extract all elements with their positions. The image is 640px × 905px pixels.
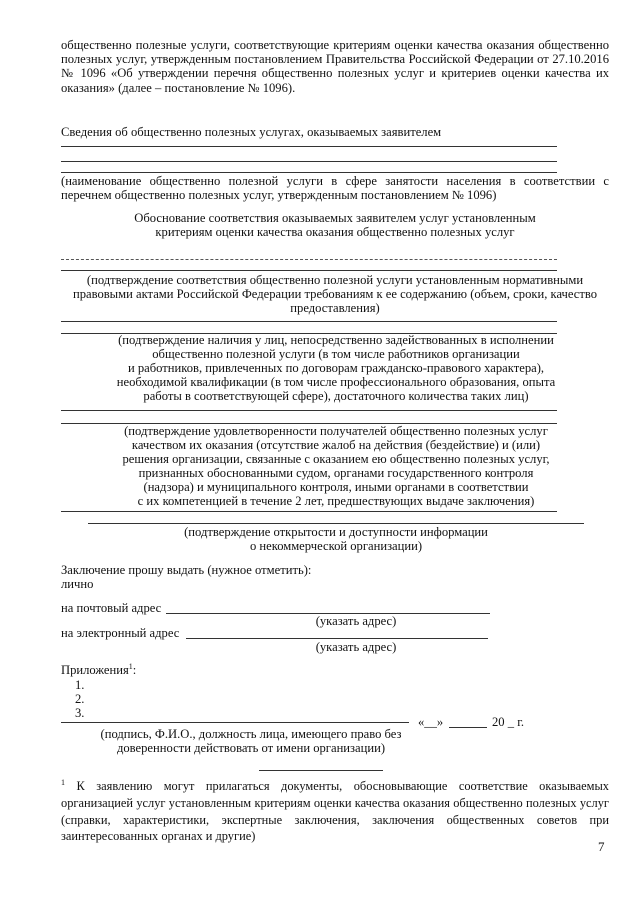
page-number: 7 xyxy=(598,839,605,854)
staff-caption-line1: (подтверждение наличия у лиц, непосредственно задействованных в исполнении xyxy=(118,333,554,347)
openness-caption-line1: (подтверждение открытости и доступности информации xyxy=(184,525,488,539)
attachment-item: 1. xyxy=(75,678,85,692)
fill-line xyxy=(61,321,557,322)
services-caption: (наименование общественно полезной услуги в сфере занятости населения в соответствии с перечнем общественно полезных услуг, утвержденным постановлением № 1096) xyxy=(61,174,609,203)
satisfaction-caption-line5: (надзора) и муниципального контроля, иными органами в соответствии xyxy=(143,480,529,494)
footnote xyxy=(61,778,609,845)
fill-line xyxy=(61,511,557,512)
signature-line[interactable] xyxy=(61,722,409,723)
email-address-line[interactable] xyxy=(186,638,488,639)
signature-caption-line1: (подпись, Ф.И.О., должность лица, имеющего право без xyxy=(100,727,402,741)
attachments-footnote-ref[interactable]: 1 xyxy=(128,661,133,671)
fill-line xyxy=(61,172,557,173)
normative-caption-line3: предоставления) xyxy=(290,301,380,315)
staff-caption-line2: общественно полезной услуги (в том числе работников организации xyxy=(152,347,520,361)
satisfaction-caption-line6: с их компетенцией в течение 2 лет, предшествующих выдаче заключения) xyxy=(137,494,535,508)
staff-caption-line4: необходимой квалификации (в том числе профессионального образования, опыта xyxy=(116,375,556,389)
signature-caption-line2: доверенности действовать от имени организации) xyxy=(116,741,386,755)
delivery-email-label: на электронный адрес xyxy=(61,626,180,640)
fill-line xyxy=(61,410,557,411)
fill-line xyxy=(61,259,557,260)
fill-line xyxy=(61,146,557,147)
fill-line xyxy=(88,523,584,524)
date-month-line[interactable] xyxy=(449,727,487,728)
footnote-text: К заявлению могут прилагаться документы, обосновывающие соответствие оказываемых организацией услуг установленным критериям оценки качества оказания общественно полезных услуг (справки, характеристики, экспертные заключения, заключения общественных советов при заинтересованных органах и другие) xyxy=(61,779,609,844)
justification-heading-line1: Обоснование соответствия оказываемых заявителем услуг установленным xyxy=(134,211,536,225)
delivery-postal-label: на почтовый адрес xyxy=(61,601,162,615)
staff-caption-line5: работы в соответствующей сфере), достаточного количества таких лиц) xyxy=(143,389,529,403)
openness-caption-line2: о некоммерческой организации) xyxy=(249,539,423,553)
footnote-separator xyxy=(259,770,383,771)
attachment-item: 2. xyxy=(75,692,85,706)
fill-line xyxy=(61,161,557,162)
delivery-option-in-person: лично xyxy=(61,577,94,591)
staff-caption-line3: и работников, привлеченных по договорам гражданско-правового характера), xyxy=(127,361,545,375)
satisfaction-caption-line1: (подтверждение удовлетворенности получателей общественно полезных услуг xyxy=(124,424,548,438)
services-heading: Сведения об общественно полезных услугах, оказываемых заявителем xyxy=(61,125,442,139)
delivery-heading: Заключение прошу выдать (нужное отметить): xyxy=(61,563,312,577)
attachments-colon: : xyxy=(132,663,137,677)
satisfaction-caption-line2: качеством их оказания (отсутствие жалоб на действия (бездействие) и (или) xyxy=(131,438,541,452)
email-address-caption: (указать адрес) xyxy=(315,640,397,654)
attachment-item: 3. xyxy=(75,706,85,720)
date-year: 20 _ г. xyxy=(492,715,525,729)
satisfaction-caption-line4: признанных обоснованными судом, органами государственного контроля xyxy=(138,466,534,480)
postal-address-caption: (указать адрес) xyxy=(315,614,397,628)
date-day: «__» xyxy=(418,715,444,729)
footnote-mark: 1 xyxy=(61,777,65,787)
intro-paragraph: общественно полезные услуги, соответствующие критериям оценки качества оказания общественно полезных услуг, утвержденным постановлением Правительства Российской Федерации от 27.10.2016 № 1096 «Об утверждении перечня общественно полезных услуг и критериев оценки качества их оказания» (далее – постановление № 1096). xyxy=(61,38,609,95)
satisfaction-caption-line3: решения организации, связанные с оказанием ею общественно полезных услуг, xyxy=(122,452,550,466)
justification-heading-line2: критериям оценки качества оказания общественно полезных услуг xyxy=(155,225,515,239)
attachments-heading xyxy=(61,663,136,677)
fill-line xyxy=(61,270,557,271)
normative-caption-line2: правовыми актами Российской Федерации требованиям к ее содержанию (объем, сроки, качество xyxy=(72,287,598,301)
normative-caption-line1: (подтверждение соответствия общественно полезной услуги установленным нормативными xyxy=(86,273,584,287)
attachments-label: Приложения xyxy=(61,663,129,677)
